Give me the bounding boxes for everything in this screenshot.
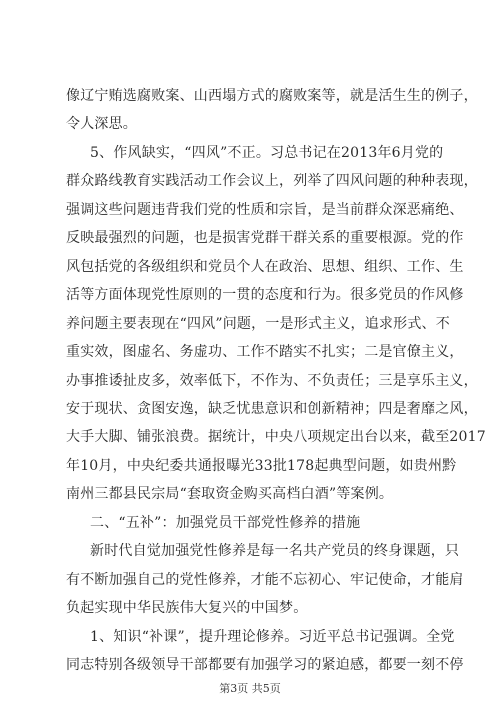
text-line: 像辽宁贿选腐败案、山西塌方式的腐败案等，就是活生生的例子， bbox=[66, 88, 478, 104]
text-line: 安于现状、贪图安逸，缺乏忧患意识和创新精神；四是奢靡之风， bbox=[66, 401, 478, 417]
text-line: 活等方面体现党性原则的一贯的态度和行为。很多党员的作风修 bbox=[66, 287, 464, 303]
text-line: 南州三都县民宗局“套取资金购买高档白酒”等案例。 bbox=[66, 486, 394, 502]
text-line: 负起实现中华民族伟大复兴的中国梦。 bbox=[66, 600, 308, 616]
text-line: 5、作风缺实，“四风”不正。习总书记在2013年6月党的 bbox=[90, 145, 444, 161]
page-footer: 第3页 共5页 bbox=[219, 682, 281, 695]
text-line: 同志特别各级领导干部都要有加强学习的紧迫感，都要一刻不停 bbox=[66, 657, 464, 673]
section-heading: 二、“五补”：加强党员干部党性修养的措施 bbox=[90, 515, 361, 531]
text-line: 重实效，图虚名、务虚功、工作不踏实不扎实；二是官僚主义， bbox=[66, 344, 464, 360]
text-line: 强调这些问题违背我们党的性质和宗旨，是当前群众深恶痛绝、 bbox=[66, 202, 464, 218]
text-line: 令人深思。 bbox=[66, 116, 137, 132]
text-line: 反映最强烈的问题，也是损害党群干群关系的重要根源。党的作 bbox=[66, 230, 464, 246]
text-line: 新时代自觉加强党性修养是每一名共产党员的终身课题，只 bbox=[90, 543, 460, 559]
text-line: 群众路线教育实践活动工作会议上，列举了四风问题的种种表现， bbox=[66, 173, 478, 189]
text-line: 养问题主要表现在“四风”问题，一是形式主义，追求形式、不 bbox=[66, 316, 450, 332]
text-line: 办事推诿扯皮多，效率低下，不作为、不负责任；三是享乐主义， bbox=[66, 373, 478, 389]
text-line: 1、知识“补课”，提升理论修养。习近平总书记强调。全党 bbox=[90, 629, 455, 645]
text-line: 有不断加强自己的党性修养，才能不忘初心、牢记使命，才能肩 bbox=[66, 572, 464, 588]
text-line: 风包括党的各级组织和党员个人在政治、思想、组织、工作、生 bbox=[66, 259, 464, 275]
text-line: 年10月，中央纪委共通报曝光33批178起典型问题，如贵州黔 bbox=[66, 458, 457, 474]
text-line: 大手大脚、铺张浪费。据统计，中央八项规定出台以来，截至2017 bbox=[66, 429, 486, 445]
